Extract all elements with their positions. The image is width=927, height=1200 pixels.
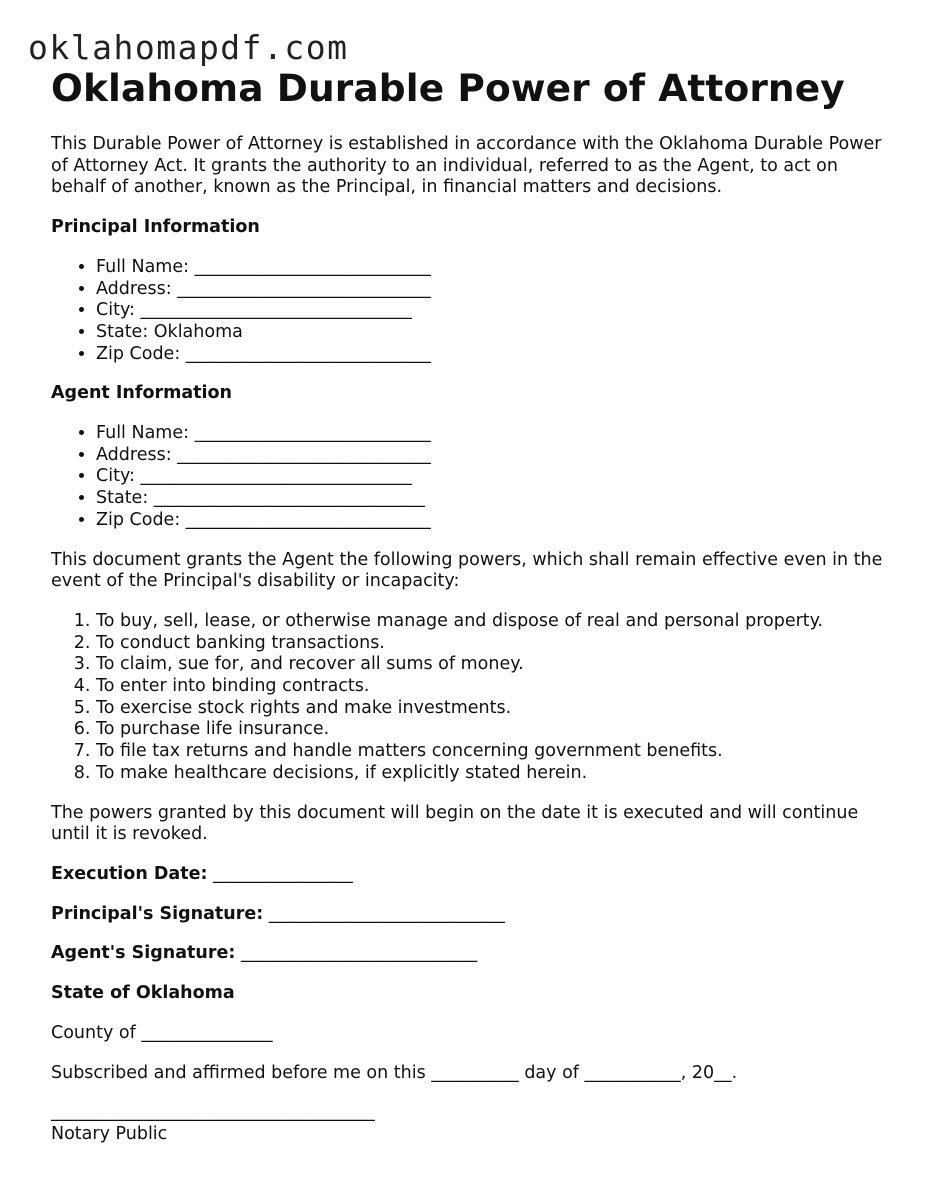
agent-signature-label: Agent's Signature: xyxy=(51,943,236,964)
page-title: Oklahoma Durable Power of Attorney xyxy=(51,66,845,110)
power-item: 3. To claim, sue for, and recover all sums of money. xyxy=(96,654,891,676)
notary-state-heading: State of Oklahoma xyxy=(51,983,235,1004)
principal-address-field: • Address: _____________________________ xyxy=(96,279,891,301)
agent-heading: Agent Information xyxy=(51,383,232,404)
principal-state-field: • State: Oklahoma xyxy=(96,322,891,344)
agent-full-name-field: • Full Name: ___________________________ xyxy=(96,423,891,445)
notary-signature-line: _____________________________________ xyxy=(51,1102,375,1123)
power-item: 1. To buy, sell, lease, or otherwise manage and dispose of real and personal property. xyxy=(96,611,891,633)
execution-date-label: Execution Date: xyxy=(51,863,208,884)
principal-city-field: • City: _______________________________ xyxy=(96,300,891,322)
notary-county-line: County of _______________ xyxy=(51,1022,273,1043)
power-item: 4. To enter into binding contracts. xyxy=(96,676,891,698)
principal-signature-row xyxy=(51,904,891,926)
site-watermark: oklahomapdf.com xyxy=(28,28,349,67)
principal-heading: Principal Information xyxy=(51,217,260,238)
execution-date-blank: ________________ xyxy=(213,863,354,884)
power-item: 6. To purchase life insurance. xyxy=(96,719,891,741)
execution-date-row xyxy=(51,864,891,886)
document-page xyxy=(51,64,891,1146)
agent-signature-row xyxy=(51,943,891,965)
power-item: 7. To file tax returns and handle matters concerning government benefits. xyxy=(96,741,891,763)
principal-signature-blank: ___________________________ xyxy=(268,903,506,924)
agent-address-field: • Address: _____________________________ xyxy=(96,445,891,467)
agent-state-field: • State: _______________________________ xyxy=(96,488,891,510)
powers-intro-paragraph: This document grants the Agent the following powers, which shall remain effective even in the event of the Principal's disability or incapacity: xyxy=(51,549,883,592)
notary-title: Notary Public xyxy=(51,1123,168,1144)
duration-paragraph: The powers granted by this document will begin on the date it is executed and will continue until it is revoked. xyxy=(51,802,859,845)
power-item: 2. To conduct banking transactions. xyxy=(96,633,891,655)
principal-fields-list xyxy=(51,257,891,366)
powers-list xyxy=(51,611,891,785)
agent-city-field: • City: _______________________________ xyxy=(96,466,891,488)
agent-signature-blank: ___________________________ xyxy=(240,943,478,964)
principal-signature-label: Principal's Signature: xyxy=(51,903,264,924)
power-item: 5. To exercise stock rights and make investments. xyxy=(96,698,891,720)
principal-zip-field: • Zip Code: ____________________________ xyxy=(96,344,891,366)
notary-subscribed-line: Subscribed and affirmed before me on this __________ day of ___________, 20__. xyxy=(51,1062,738,1083)
principal-full-name-field: • Full Name: ___________________________ xyxy=(96,257,891,279)
power-item: 8. To make healthcare decisions, if explicitly stated herein. xyxy=(96,763,891,785)
intro-paragraph: This Durable Power of Attorney is established in accordance with the Oklahoma Durable Power of Attorney Act. It grants the authority to an individual, referred to as the Agent, to act on behalf of another, known as the Principal, in financial matters and decisions. xyxy=(51,134,882,198)
agent-fields-list xyxy=(51,423,891,532)
agent-zip-field: • Zip Code: ____________________________ xyxy=(96,510,891,532)
